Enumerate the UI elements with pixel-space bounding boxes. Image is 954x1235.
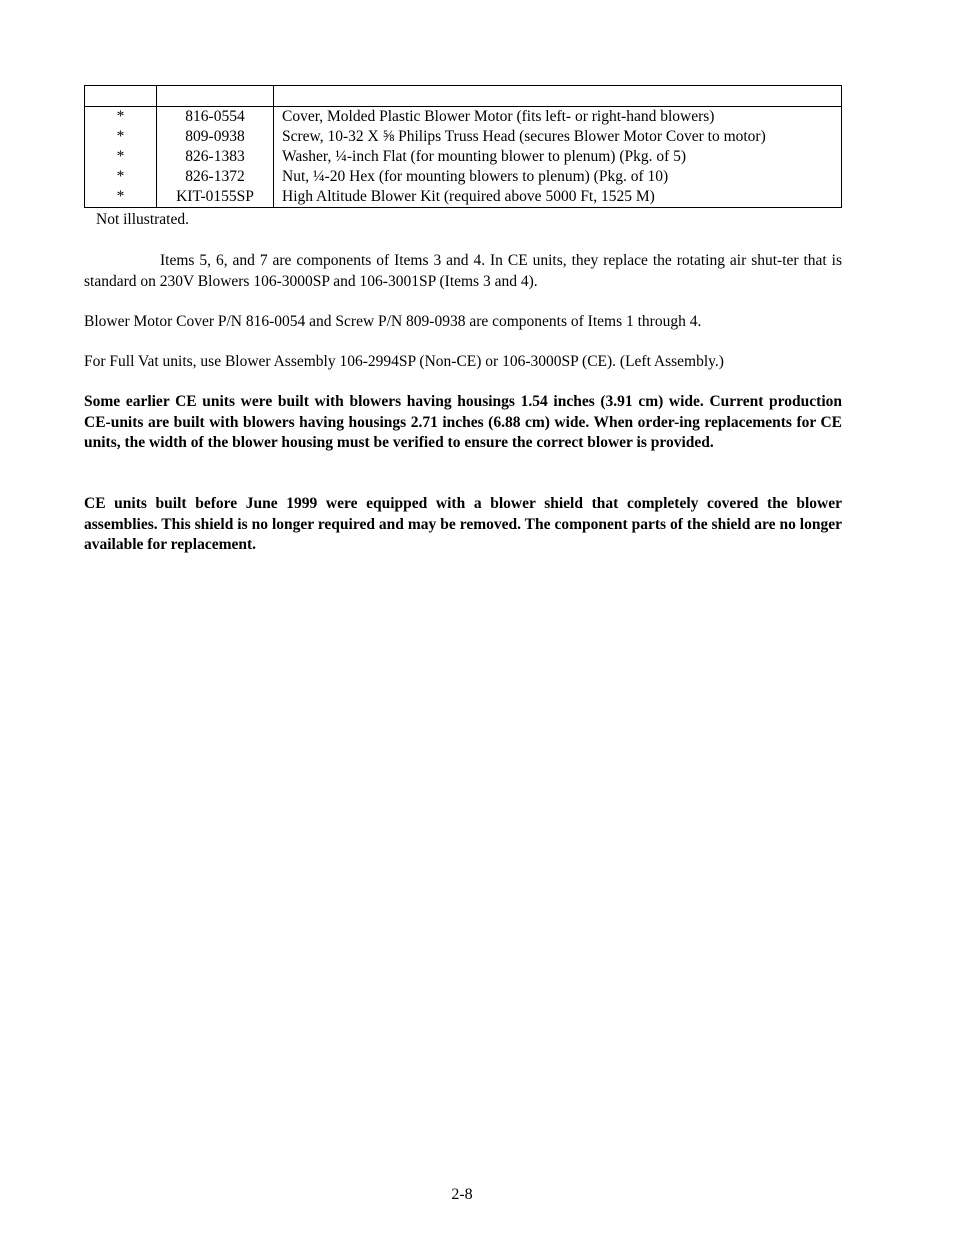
parts-table — [84, 85, 842, 208]
table-row — [85, 147, 842, 167]
header-cell-item — [85, 86, 157, 107]
description-cell: High Altitude Blower Kit (required above 5000 Ft, 1525 M) — [274, 187, 842, 208]
paragraph-text: Items 5, 6, and 7 are components of Items 3 and 4. In CE units, they replace the rotating air shut-ter that is standard on 230V Blowers 106-3000SP and 106-3001SP (Items 3 and 4). — [84, 252, 842, 290]
note-paragraph-blower-shield: CE units built before June 1999 were equipped with a blower shield that completely covered the blower assemblies. This shield is no longer required and may be removed. The component parts of the shield are no longer available for replacement. — [84, 495, 842, 553]
description-cell: Cover, Molded Plastic Blower Motor (fits left- or right-hand blowers) — [274, 107, 842, 128]
table-row — [85, 127, 842, 147]
part-number-cell: 809-0938 — [157, 127, 274, 147]
note-paragraph-full-vat: For Full Vat units, use Blower Assembly 106-2994SP (Non-CE) or 106-3000SP (CE). (Left Assembly.) — [84, 353, 724, 370]
table-row — [85, 167, 842, 187]
header-cell-description — [274, 86, 842, 107]
note-paragraph-components — [84, 251, 842, 292]
item-cell: * — [85, 167, 157, 187]
item-cell: * — [85, 107, 157, 128]
item-cell: * — [85, 147, 157, 167]
part-number-cell: 826-1372 — [157, 167, 274, 187]
description-cell: Nut, ¼-20 Hex (for mounting blowers to plenum) (Pkg. of 10) — [274, 167, 842, 187]
table-row — [85, 187, 842, 208]
table-row — [85, 107, 842, 128]
header-cell-part — [157, 86, 274, 107]
note-paragraph-housing-width: Some earlier CE units were built with blowers having housings 1.54 inches (3.91 cm) wide. Current production CE-units are built with blowers having housings 2.71 inches (6.88 cm) wide. When order-ing replacements for CE units, the width of the blower housing must be verified to ensure the correct blower is provided. — [84, 393, 842, 451]
part-number-cell: 826-1383 — [157, 147, 274, 167]
table-footnote: Not illustrated. — [96, 211, 189, 228]
part-number-cell: KIT-0155SP — [157, 187, 274, 208]
table-header-row — [85, 86, 842, 107]
note-paragraph-motor-cover: Blower Motor Cover P/N 816-0054 and Screw P/N 809-0938 are components of Items 1 through 4. — [84, 313, 702, 330]
item-cell: * — [85, 127, 157, 147]
description-cell: Washer, ¼-inch Flat (for mounting blower to plenum) (Pkg. of 5) — [274, 147, 842, 167]
description-cell: Screw, 10-32 X ⅝ Philips Truss Head (secures Blower Motor Cover to motor) — [274, 127, 842, 147]
item-cell: * — [85, 187, 157, 208]
part-number-cell: 816-0554 — [157, 107, 274, 128]
page-number: 2-8 — [451, 1186, 473, 1203]
